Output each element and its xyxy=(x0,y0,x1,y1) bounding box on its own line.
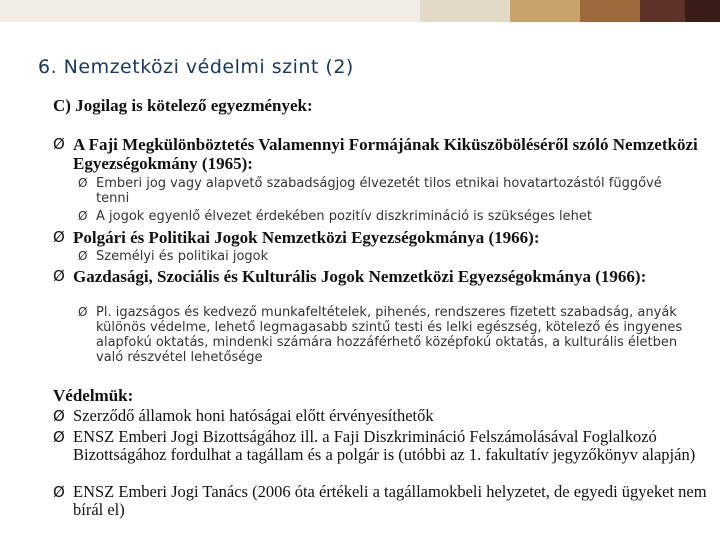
treaty-subitem-text: A jogok egyenlő élvezet érdekében pozitív diszkrimináció is szükséges lehet xyxy=(96,209,592,224)
top-bar-segment xyxy=(420,0,510,22)
treaty-item xyxy=(53,228,703,247)
treaty-subitem xyxy=(78,176,698,206)
protection-item-text: Szerződő államok honi hatóságai előtt érvényesíthetők xyxy=(73,406,434,425)
arrow-bullet-icon: Ø xyxy=(78,176,88,190)
arrow-bullet-icon: Ø xyxy=(53,135,65,153)
arrow-bullet-icon: Ø xyxy=(78,305,88,319)
treaty-title: Polgári és Politikai Jogok Nemzetközi Egyezségokmánya (1966): xyxy=(73,228,540,247)
treaty-subitem xyxy=(78,209,698,224)
treaty-item xyxy=(53,267,703,286)
arrow-bullet-icon: Ø xyxy=(78,209,88,223)
treaty-subitem xyxy=(78,249,698,264)
top-bar-segment xyxy=(0,0,420,22)
arrow-bullet-icon: Ø xyxy=(78,249,88,263)
top-bar-segment xyxy=(640,0,685,22)
treaty-subitem-text: Pl. igazságos és kedvező munkafeltételek, pihenés, rendszeres fizetett szabadság, anyák különös védelme, lehető legmagasabb szintű testi és lelki egészség, kötelező és ingyenes alapfokú oktatás, mindenki számára hozzáférhető középfokú oktatás, a kulturális életben való részvétel lehetősége xyxy=(96,305,683,365)
slide-title: 6. Nemzetközi védelmi szint (2) xyxy=(38,56,354,78)
arrow-bullet-icon: Ø xyxy=(53,267,65,285)
top-bar-segment xyxy=(685,0,720,22)
treaty-title: A Faji Megkülönböztetés Valamennyi Formájának Kiküszöböléséről szóló Nemzetközi Egyezségokmány (1965): xyxy=(73,135,698,173)
arrow-bullet-icon: Ø xyxy=(53,483,65,501)
top-bar-segment xyxy=(510,0,580,22)
treaty-subitem-text: Személyi és politikai jogok xyxy=(96,249,269,264)
protection-item xyxy=(53,428,713,464)
protection-item-text: ENSZ Emberi Jogi Bizottságához ill. a Faji Diszkrimináció Felszámolásával Foglalkozó Bizottságához fordulhat a tagállam és a polgár is (utóbbi az 1. fakultatív jegyzőkönyv alapján) xyxy=(73,427,696,464)
treaty-subitem xyxy=(78,305,698,365)
protection-item xyxy=(53,407,713,425)
arrow-bullet-icon: Ø xyxy=(53,428,65,446)
treaty-title: Gazdasági, Szociális és Kulturális Jogok Nemzetközi Egyezségokmánya (1966): xyxy=(73,267,647,286)
treaty-subitem-text: Emberi jog vagy alapvető szabadságjog élvezetét tilos etnikai hovatartozástól függővé tenni xyxy=(96,176,662,206)
arrow-bullet-icon: Ø xyxy=(53,407,65,425)
protection-item-text: ENSZ Emberi Jogi Tanács (2006 óta értékeli a tagállamokbeli helyzetet, de egyedi ügyeket nem bírál el) xyxy=(73,482,707,519)
arrow-bullet-icon: Ø xyxy=(53,228,65,246)
section-subtitle: C) Jogilag is kötelező egyezmények: xyxy=(53,96,313,115)
top-bar-segment xyxy=(580,0,640,22)
protection-item xyxy=(53,483,713,519)
protection-heading: Védelmük: xyxy=(53,386,134,405)
decorative-top-bar xyxy=(0,0,720,22)
treaty-item xyxy=(53,135,703,173)
